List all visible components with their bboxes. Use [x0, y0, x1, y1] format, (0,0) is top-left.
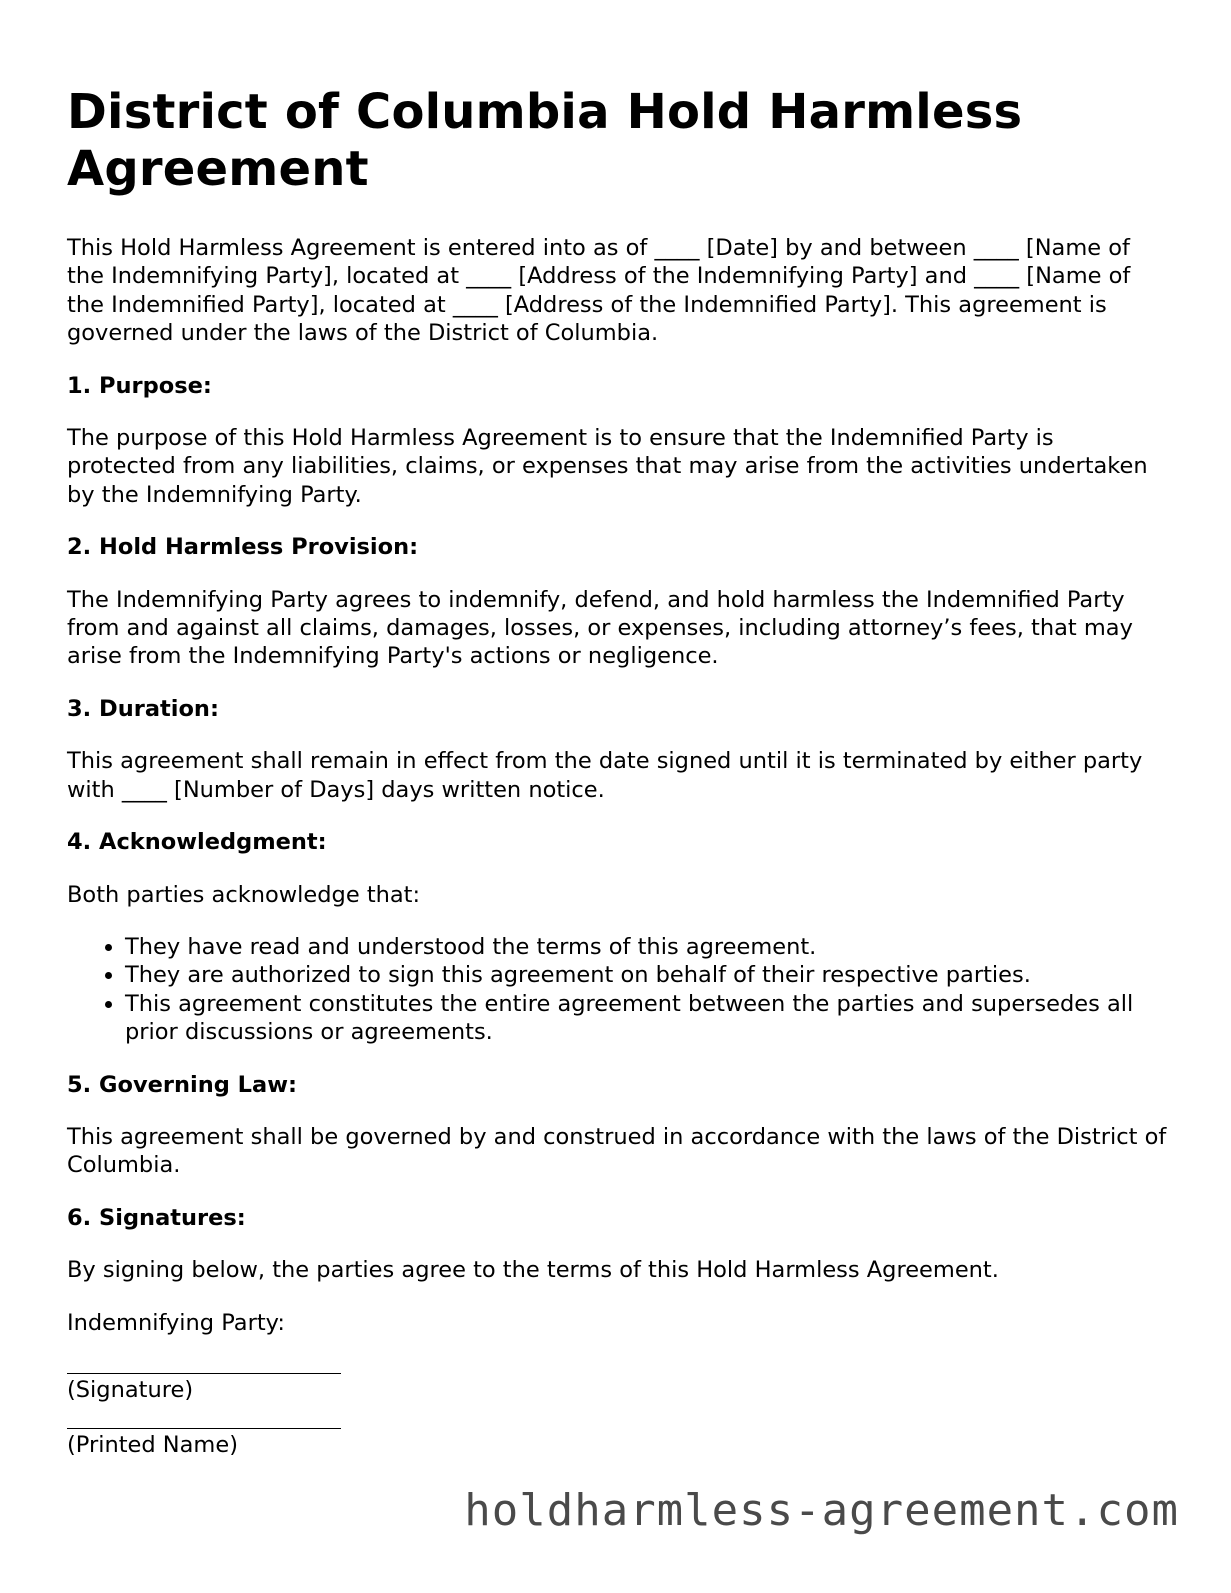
section-heading-hold-harmless: 2. Hold Harmless Provision:: [67, 534, 419, 561]
document-page: [67, 84, 1167, 1460]
section-heading-acknowledgment: 4. Acknowledgment:: [67, 829, 327, 856]
acknowledgment-list: [67, 933, 1167, 1047]
section-heading-duration: 3. Duration:: [67, 695, 219, 722]
site-watermark: holdharmless-agreement.com: [464, 1485, 1179, 1536]
list-item: • They have read and understood the terms of this agreement.: [125, 933, 1167, 961]
section-heading-governing-law: 5. Governing Law:: [67, 1071, 297, 1098]
intro-paragraph: This Hold Harmless Agreement is entered into as of ____ [Date] by and between ____ [Name of the Indemnifying Party], located at ____ [Address of the Indemnifying Party] and ____ [Name of the Indemnified Party], located at ____ [Address of the Indemnified Party]. This agreement is governed under the laws of the District of Columbia.: [67, 235, 1131, 347]
indemnifying-party-label: Indemnifying Party:: [67, 1309, 285, 1336]
section-body-duration: This agreement shall remain in effect from the date signed until it is terminated by either party with ____ [Number of Days] days written notice.: [67, 748, 1143, 803]
printed-name-caption: (Printed Name): [67, 1432, 238, 1459]
signature-caption: (Signature): [67, 1376, 194, 1403]
section-body-hold-harmless: The Indemnifying Party agrees to indemnify, defend, and hold harmless the Indemnified Party from and against all claims, damages, losses, or expenses, including attorney’s fees, that may arise from the Indemnifying Party's actions or negligence.: [67, 586, 1133, 670]
signature-line[interactable]: [67, 1373, 341, 1374]
list-item: • They are authorized to sign this agreement on behalf of their respective parties.: [125, 961, 1167, 989]
section-heading-signatures: 6. Signatures:: [67, 1204, 246, 1231]
section-body-acknowledgment: Both parties acknowledge that:: [67, 881, 421, 908]
section-body-governing-law: This agreement shall be governed by and construed in accordance with the laws of the District of Columbia.: [67, 1123, 1167, 1179]
list-item: • This agreement constitutes the entire agreement between the parties and supersedes all prior discussions or agreements.: [125, 990, 1167, 1047]
section-body-signatures: By signing below, the parties agree to the terms of this Hold Harmless Agreement.: [67, 1257, 999, 1284]
printed-name-line[interactable]: [67, 1428, 341, 1429]
section-heading-purpose: 1. Purpose:: [67, 372, 212, 399]
section-body-purpose: The purpose of this Hold Harmless Agreement is to ensure that the Indemnified Party is protected from any liabilities, claims, or expenses that may arise from the activities undertaken by the Indemnifying Party.: [67, 425, 1148, 508]
document-title: District of Columbia Hold Harmless Agreement: [67, 84, 1023, 197]
